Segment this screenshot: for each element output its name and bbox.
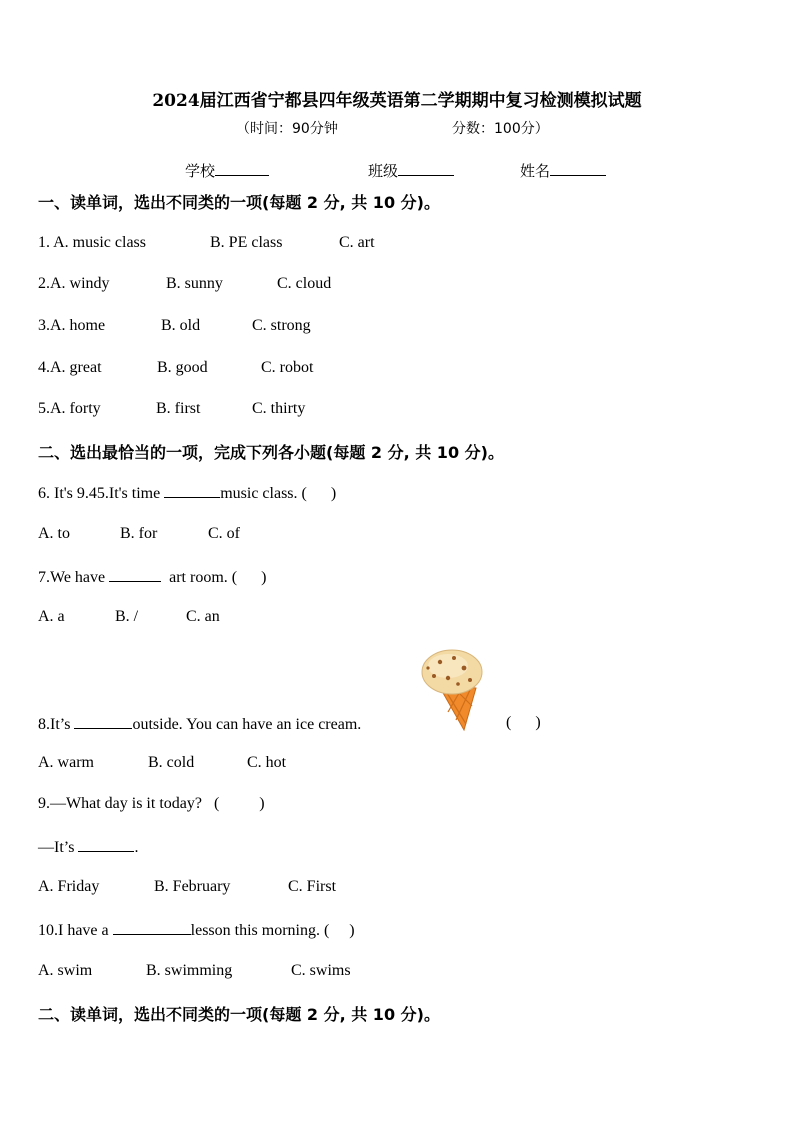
question-7-blank[interactable]	[109, 567, 161, 582]
question-10-option-a: A. swim	[38, 962, 93, 979]
question-8-option-c: C. hot	[247, 754, 287, 771]
class-label: 班级	[368, 162, 399, 180]
exam-time: （时间：90分钟	[236, 121, 338, 137]
exam-score: 分数：100分）	[452, 121, 549, 137]
question-9-option-c: C. First	[288, 878, 337, 895]
question-10-text: 10.I have a	[38, 922, 113, 939]
question-1-option-a: 1. A. music class	[38, 234, 146, 251]
question-8-option-a: A. warm	[38, 754, 94, 771]
question-7-text: 7.We have	[38, 569, 110, 586]
question-8-text: 8.It’s	[38, 716, 75, 733]
question-3-option-b: B. old	[161, 317, 201, 334]
question-2-option-b: B. sunny	[166, 275, 223, 292]
question-6-option-b: B. for	[120, 525, 158, 542]
question-7-option-c: C. an	[186, 608, 220, 625]
question-9-stem: 9.—What day is it today? ( )	[38, 795, 265, 812]
question-6-stem	[38, 483, 336, 503]
class-blank[interactable]	[398, 161, 454, 176]
section-3-title: 二、读单词，选出不同类的一项(每题 2 分, 共 10 分)。	[38, 1005, 440, 1024]
question-10-option-c: C. swims	[291, 962, 351, 979]
question-2-option-c: C. cloud	[277, 275, 332, 292]
question-6-option-c: C. of	[208, 525, 240, 542]
question-4-option-b: B. good	[157, 359, 208, 376]
question-6-option-a: A. to	[38, 525, 70, 542]
school-blank[interactable]	[215, 161, 269, 176]
page-title: 2024届江西省宁都县四年级英语第二学期期中复习检测模拟试题	[152, 91, 642, 111]
question-5-option-a: 5.A. forty	[38, 400, 101, 417]
question-10-blank[interactable]	[113, 920, 191, 935]
question-7-text-end: art room. ( )	[161, 569, 267, 586]
ice-cream-image	[418, 644, 488, 732]
question-1-option-c: C. art	[339, 234, 375, 251]
question-8-blank[interactable]	[74, 714, 132, 729]
question-8-stem	[38, 714, 361, 734]
question-10-option-b: B. swimming	[146, 962, 233, 979]
name-blank[interactable]	[550, 161, 606, 176]
question-7-stem	[38, 567, 266, 587]
section-2-title: 二、选出最恰当的一项，完成下列各小题(每题 2 分, 共 10 分)。	[38, 443, 504, 462]
question-9-text: —It’s	[38, 839, 79, 856]
question-3-option-c: C. strong	[252, 317, 311, 334]
question-9-option-a: A. Friday	[38, 878, 100, 895]
section-1-title: 一、读单词，选出不同类的一项(每题 2 分, 共 10 分)。	[38, 193, 440, 212]
question-5-option-b: B. first	[156, 400, 201, 417]
question-6-text: 6. It's 9.45.It's time	[38, 485, 165, 502]
question-6-text-end: music class. ( )	[220, 485, 337, 502]
school-label: 学校	[185, 162, 216, 180]
question-9-blank[interactable]	[78, 837, 134, 852]
question-4-option-a: 4.A. great	[38, 359, 102, 376]
question-1-option-b: B. PE class	[210, 234, 283, 251]
question-3-option-a: 3.A. home	[38, 317, 106, 334]
question-7-option-a: A. a	[38, 608, 65, 625]
question-8-paren: ( )	[506, 714, 541, 731]
name-label: 姓名	[520, 162, 551, 180]
name-field	[520, 160, 606, 181]
question-8-option-b: B. cold	[148, 754, 195, 771]
class-field	[368, 160, 454, 181]
question-6-blank[interactable]	[164, 483, 220, 498]
question-4-option-c: C. robot	[261, 359, 314, 376]
question-9-answer-line	[38, 837, 138, 857]
question-9-option-b: B. February	[154, 878, 231, 895]
question-8-text-end: outside. You can have an ice cream.	[132, 716, 362, 733]
question-10-text-end: lesson this morning. ( )	[190, 922, 355, 939]
question-5-option-c: C. thirty	[252, 400, 306, 417]
question-9-text-end: .	[134, 839, 139, 856]
school-field	[185, 160, 269, 181]
question-10-stem	[38, 920, 355, 940]
question-7-option-b: B. /	[115, 608, 139, 625]
question-2-option-a: 2.A. windy	[38, 275, 110, 292]
